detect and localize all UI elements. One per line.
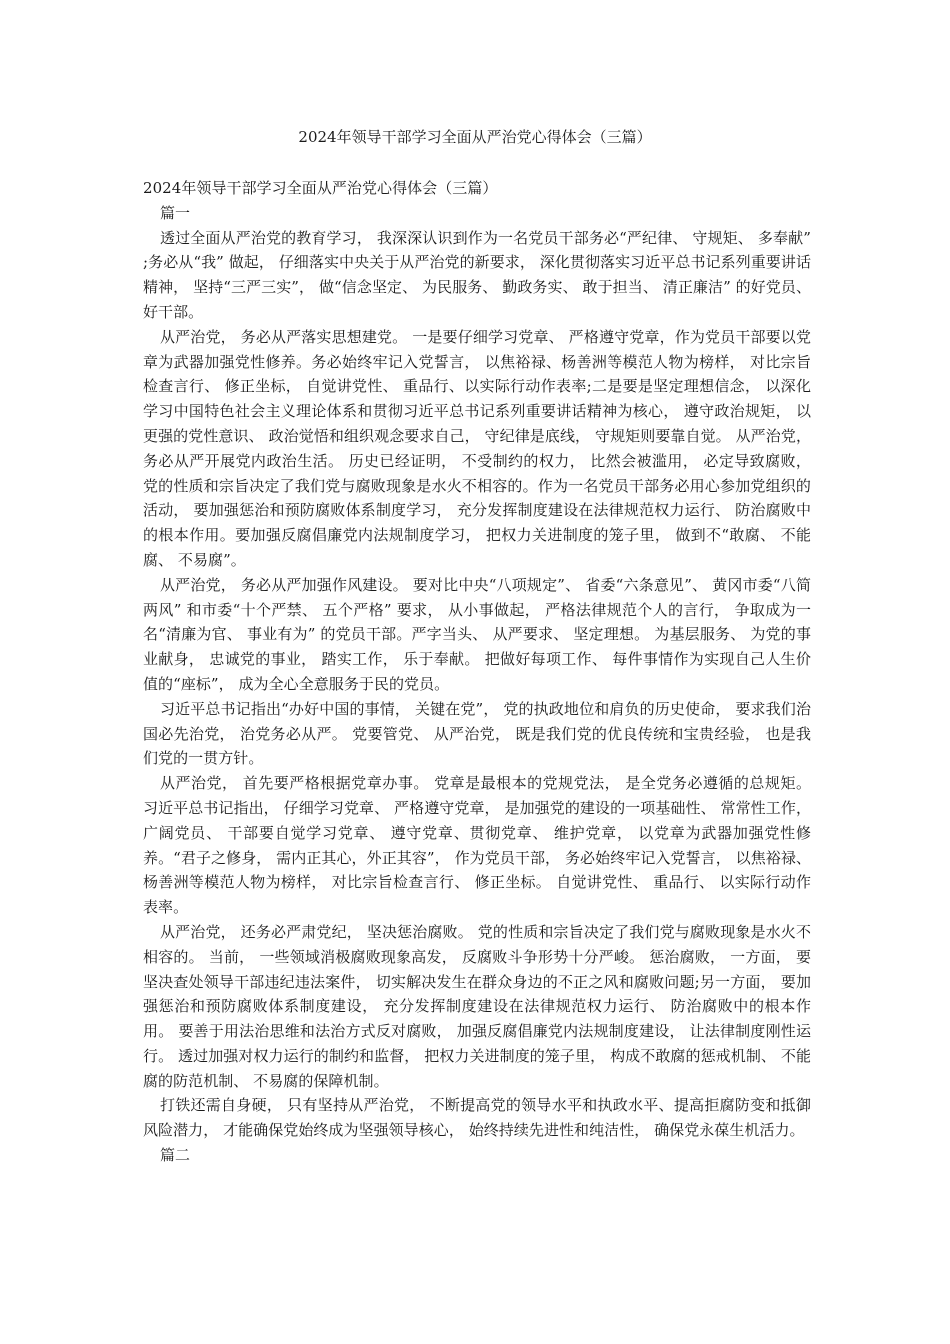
section-heading-2: 篇二 — [160, 1146, 191, 1165]
document-title: 2024年领导干部学习全面从严治党心得体会（三篇） — [298, 128, 652, 146]
paragraph: 从严治党， 务必从严落实思想建党。 一是要仔细学习党章、 严格遵守党章，作为党员干部要以党章为武器加强党性修养。务必始终牢记入党誓言， 以焦裕禄、杨善洲等模范人物为榜样， 对比宗旨检查言行、 修正坐标， 自觉讲党性、 重品行、以实际行动作表率;二是要是坚定理想信念， 以深化学习中国特色社会主义理论体系和贯彻习近平总书记系列重要讲话精神为核心， 遵守政治规矩， 以更强的党性意识、 政治觉悟和组织观念要求自己， 守纪律是底线， 守规矩则要靠自觉。 从严治党， 务必从严开展党内政治生活。 历史已经证明， 不受制约的权力， 比然会被滥用， 必定导致腐败， 党的性质和宗旨决定了我们党与腐败现象是水火不相容的。作为一名党员干部务必用心参加党组织的活动， 要加强惩治和预防腐败体系制度学习， 充分发挥制度建设在法律规范权力运行、 防治腐败中的根本作用。要加强反腐倡廉党内法规制度学习， 把权力关进制度的笼子里， 做到不“敢腐、 不能腐、 不易腐”。 — [143, 327, 811, 569]
section-heading-1: 篇一 — [160, 203, 191, 222]
document-body — [143, 176, 811, 1168]
paragraph: 从严治党， 务必从严加强作风建设。 要对比中央“八项规定”、 省委“六条意见”、 黄冈市委“八简两风” 和市委“十个严禁、 五个严格” 要求， 从小事做起， 严格法律规范个人的言行， 争取成为一名“清廉为官、 事业有为” 的党员干部。严字当头、 从严要求、 坚定理想。 为基层服务、 为党的事业献身， 忠诚党的事业， 踏实工作， 乐于奉献。 把做好每项工作、 每件事情作为实现自己人生价值的“座标”， 成为全心全意服务于民的党员。 — [143, 575, 811, 693]
paragraph: 透过全面从严治党的教育学习， 我深深认识到作为一名党员干部务必“严纪律、 守规矩、 多奉献” ;务必从“我” 做起， 仔细落实中央关于从严治党的新要求， 深化贯彻落实习近平总书记系列重要讲话精神， 坚持“三严三实”， 做“信念坚定、 为民服务、 勤政务实、 敢于担当、 清正廉洁” 的好党员、 好干部。 — [143, 228, 811, 321]
document-subtitle: 2024年领导干部学习全面从严治党心得体会（三篇） — [143, 179, 498, 197]
paragraph: 从严治党， 首先要严格根据党章办事。 党章是最根本的党规党法， 是全党务必遵循的总规矩。 习近平总书记指出， 仔细学习党章、 严格遵守党章， 是加强党的建设的一项基础性、 常常性工作， 广阔党员、 干部要自觉学习党章、 遵守党章、贯彻党章、 维护党章， 以党章为武器加强党性修养。“君子之修身， 需内正其心，外正其容”， 作为党员干部， 务必始终牢记入党誓言， 以焦裕禄、 杨善洲等模范人物为榜样， 对比宗旨检查言行、 修正坐标。 自觉讲党性、 重品行、 以实际行动作表率。 — [143, 774, 811, 917]
paragraph: 习近平总书记指出“办好中国的事情， 关键在党”， 党的执政地位和肩负的历史使命， 要求我们治国必先治党， 治党务必从严。 党要管党、 从严治党， 既是我们党的优良传统和宝贵经验， 也是我们党的一贯方针。 — [143, 699, 811, 768]
paragraph: 打铁还需自身硬， 只有坚持从严治党， 不断提高党的领导水平和执政水平、提高拒腐防变和抵御风险潜力， 才能确保党始终成为坚强领导核心， 始终持续先进性和纯洁性， 确保党永葆生机活力。 — [143, 1096, 811, 1140]
paragraph: 从严治党， 还务必严肃党纪， 坚决惩治腐败。 党的性质和宗旨决定了我们党与腐败现象是水火不相容的。 当前， 一些领域消极腐败现象高发， 反腐败斗争形势十分严峻。 惩治腐败， 一方面， 要坚决查处领导干部违纪违法案件， 切实解决发生在群众身边的不正之风和腐败问题;另一方面， 要加强惩治和预防腐败体系制度建设， 充分发挥制度建设在法律规范权力运行、 防治腐败中的根本作用。 要善于用法治思维和法治方式反对腐败， 加强反腐倡廉党内法规制度建设， 让法律制度刚性运行。 透过加强对权力运行的制约和监督， 把权力关进制度的笼子里， 构成不敢腐的惩戒机制、 不能腐的防范机制、 不易腐的保障机制。 — [143, 922, 811, 1090]
